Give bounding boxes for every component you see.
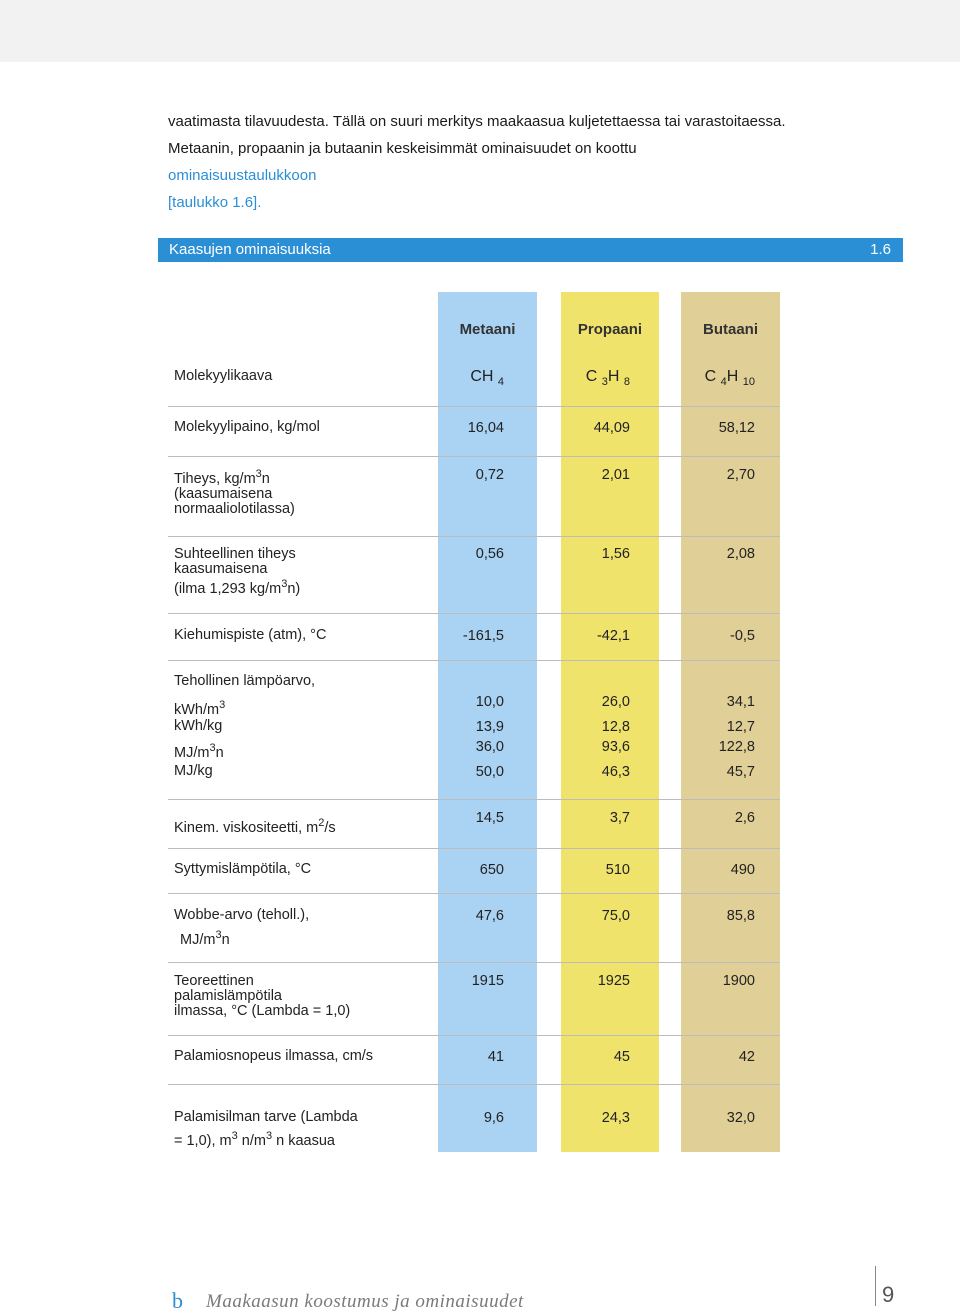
row-divider bbox=[168, 456, 780, 457]
cell-metaani: -161,5 bbox=[462, 628, 504, 644]
column-header-butaani: Butaani bbox=[702, 321, 758, 338]
row-divider bbox=[168, 1084, 780, 1085]
row-divider bbox=[168, 848, 780, 849]
footer-logo: b bbox=[172, 1288, 183, 1313]
page-number: 9 bbox=[882, 1282, 895, 1307]
label-part: Kinem. viskositeetti, m bbox=[174, 819, 319, 836]
cell-butaani: 490 bbox=[730, 862, 755, 878]
column-header-propaani: Propaani bbox=[577, 321, 643, 338]
cell-butaani: 2,08 bbox=[726, 546, 755, 562]
row-divider bbox=[168, 893, 780, 894]
cell-metaani: 41 bbox=[487, 1049, 504, 1065]
row-divider bbox=[168, 536, 780, 537]
cell-butaani: 45,7 bbox=[726, 764, 755, 780]
row-label-ignition-temp: Syttymislämpötila, °C bbox=[174, 861, 312, 877]
cell-butaani: 12,7 bbox=[726, 719, 755, 735]
cell-butaani: 58,12 bbox=[718, 420, 755, 436]
cell-metaani: 36,0 bbox=[475, 739, 504, 755]
label-part: MJ/m bbox=[174, 744, 210, 761]
cell-propaani: 46,3 bbox=[601, 764, 630, 780]
row-label-flame-temp-3: ilmassa, °C (Lambda = 1,0) bbox=[174, 1003, 351, 1019]
cell-metaani: 9,6 bbox=[483, 1110, 504, 1126]
cell-propaani: 26,0 bbox=[601, 694, 630, 710]
label-part: kWh/m bbox=[174, 701, 220, 718]
label-part: n) bbox=[287, 580, 301, 597]
formula-butaani: C $_4$H $_{10}$ bbox=[704, 368, 755, 389]
page-number-divider bbox=[875, 1266, 876, 1306]
cell-propaani: -42,1 bbox=[596, 628, 630, 644]
cell-butaani: 122,8 bbox=[718, 739, 755, 755]
intro-paragraph bbox=[168, 108, 788, 216]
row-divider bbox=[168, 660, 780, 661]
label-part: MJ/m bbox=[180, 931, 216, 948]
row-label-burning-velocity: Palamiosnopeus ilmassa, cm/s bbox=[174, 1048, 374, 1064]
cell-propaani: 1,56 bbox=[601, 546, 630, 562]
heating-unit-mj-kg: MJ/kg bbox=[174, 763, 213, 779]
row-label-boiling-point: Kiehumispiste (atm), °C bbox=[174, 627, 327, 643]
cell-metaani: 13,9 bbox=[475, 719, 504, 735]
cell-metaani: 47,6 bbox=[475, 908, 504, 924]
cell-propaani: 24,3 bbox=[601, 1110, 630, 1126]
row-divider bbox=[168, 799, 780, 800]
row-label-relative-density-2: kaasumaisena bbox=[174, 561, 268, 577]
label-part: Tiheys, kg/m bbox=[174, 470, 256, 487]
intro-line-3[interactable]: [taulukko 1.6]. bbox=[168, 194, 262, 211]
cell-metaani: 0,72 bbox=[475, 467, 504, 483]
cell-metaani: 650 bbox=[479, 862, 504, 878]
table-caption-bar bbox=[158, 238, 903, 262]
footer-title: Maakaasun koostumus ja ominaisuudet bbox=[206, 1291, 524, 1312]
cell-propaani: 45 bbox=[613, 1049, 630, 1065]
row-divider bbox=[168, 613, 780, 614]
column-header-metaani: Metaani bbox=[459, 321, 516, 338]
label-part: = 1,0), m bbox=[174, 1132, 232, 1149]
formula-propaani: C $_3$H $_8$ bbox=[585, 368, 630, 389]
cell-butaani: -0,5 bbox=[730, 628, 755, 644]
cell-metaani: 1915 bbox=[471, 973, 504, 989]
row-label-relative-density-3: (ilma 1,293 $kg/m^3n$) bbox=[174, 578, 301, 597]
row-label-density-3: normaaliolotilassa) bbox=[174, 501, 295, 517]
cell-butaani: 42 bbox=[738, 1049, 755, 1065]
cell-butaani: 1900 bbox=[722, 973, 755, 989]
table-caption: Kaasujen ominaisuuksia bbox=[169, 241, 331, 258]
cell-propaani: 510 bbox=[605, 862, 630, 878]
label-part: n bbox=[215, 744, 224, 761]
intro-line-2-text: Metaanin, propaanin ja butaanin keskeisimmät ominaisuudet on koottu bbox=[168, 140, 637, 157]
label-part: n bbox=[221, 931, 230, 948]
label-part: /s bbox=[324, 819, 336, 836]
intro-line-1: vaatimasta tilavuudesta. Tällä on suuri merkitys maakaasua kuljetettaessa tai varastoitaessa. bbox=[168, 113, 786, 130]
cell-butaani: 85,8 bbox=[726, 908, 755, 924]
cell-propaani: 93,6 bbox=[601, 739, 630, 755]
table-reference-link[interactable]: ominaisuustaulukkoon bbox=[168, 167, 317, 184]
table-number: 1.6 bbox=[870, 241, 891, 258]
cell-metaani: 16,04 bbox=[467, 420, 504, 436]
cell-butaani: 32,0 bbox=[726, 1110, 755, 1126]
row-label-molar-mass: Molekyylipaino, kg/mol bbox=[174, 419, 320, 435]
heating-unit-kwh-m3: kWh/$m^3$ bbox=[174, 699, 226, 718]
row-label-flame-temp: Teoreettinen bbox=[174, 973, 254, 989]
row-divider bbox=[168, 1035, 780, 1036]
row-label-density-2: (kaasumaisena bbox=[174, 486, 273, 502]
intro-line-2 bbox=[168, 135, 788, 189]
row-label-flame-temp-2: palamislämpötila bbox=[174, 988, 282, 1004]
cell-propaani: 12,8 bbox=[601, 719, 630, 735]
row-label-viscosity: Kinem. viskositeetti, $m^2/s$ bbox=[174, 817, 336, 836]
cell-propaani: 3,7 bbox=[609, 810, 630, 826]
row-label-wobbe-2: $MJ/m^3n$ bbox=[180, 929, 230, 948]
label-part: n kaasua bbox=[272, 1132, 335, 1149]
label-part: n/m bbox=[237, 1132, 266, 1149]
label-part: (ilma 1,293 kg/m bbox=[174, 580, 282, 597]
cell-metaani: 14,5 bbox=[475, 810, 504, 826]
cell-butaani: 2,6 bbox=[734, 810, 755, 826]
formula-metaani: CH $_4$ bbox=[470, 368, 504, 389]
row-divider bbox=[168, 406, 780, 407]
heating-unit-mj-m3: $MJ/m^3n$ bbox=[174, 742, 224, 761]
row-divider bbox=[168, 962, 780, 963]
cell-propaani: 44,09 bbox=[593, 420, 630, 436]
cell-propaani: 2,01 bbox=[601, 467, 630, 483]
cell-propaani: 1925 bbox=[597, 973, 630, 989]
heating-unit-kwh-kg: kWh/kg bbox=[174, 718, 223, 734]
label-part: n bbox=[261, 470, 270, 487]
row-label-relative-density: Suhteellinen tiheys bbox=[174, 546, 296, 562]
top-band bbox=[0, 0, 960, 62]
row-label-formula: Molekyylikaava bbox=[174, 368, 273, 384]
row-label-wobbe: Wobbe-arvo (teholl.), bbox=[174, 907, 310, 923]
row-label-combustion-air: Palamisilman tarve (Lambda bbox=[174, 1109, 358, 1125]
cell-metaani: 50,0 bbox=[475, 764, 504, 780]
cell-metaani: 10,0 bbox=[475, 694, 504, 710]
cell-butaani: 2,70 bbox=[726, 467, 755, 483]
cell-butaani: 34,1 bbox=[726, 694, 755, 710]
cell-metaani: 0,56 bbox=[475, 546, 504, 562]
row-label-heating-value: Tehollinen lämpöarvo, bbox=[174, 673, 316, 689]
cell-propaani: 75,0 bbox=[601, 908, 630, 924]
row-label-combustion-air-2: = 1,0), $m^3$ $n/m^3$ n kaasua bbox=[174, 1130, 335, 1149]
row-label-density: Tiheys, $kg/m^3n$ bbox=[174, 468, 270, 487]
